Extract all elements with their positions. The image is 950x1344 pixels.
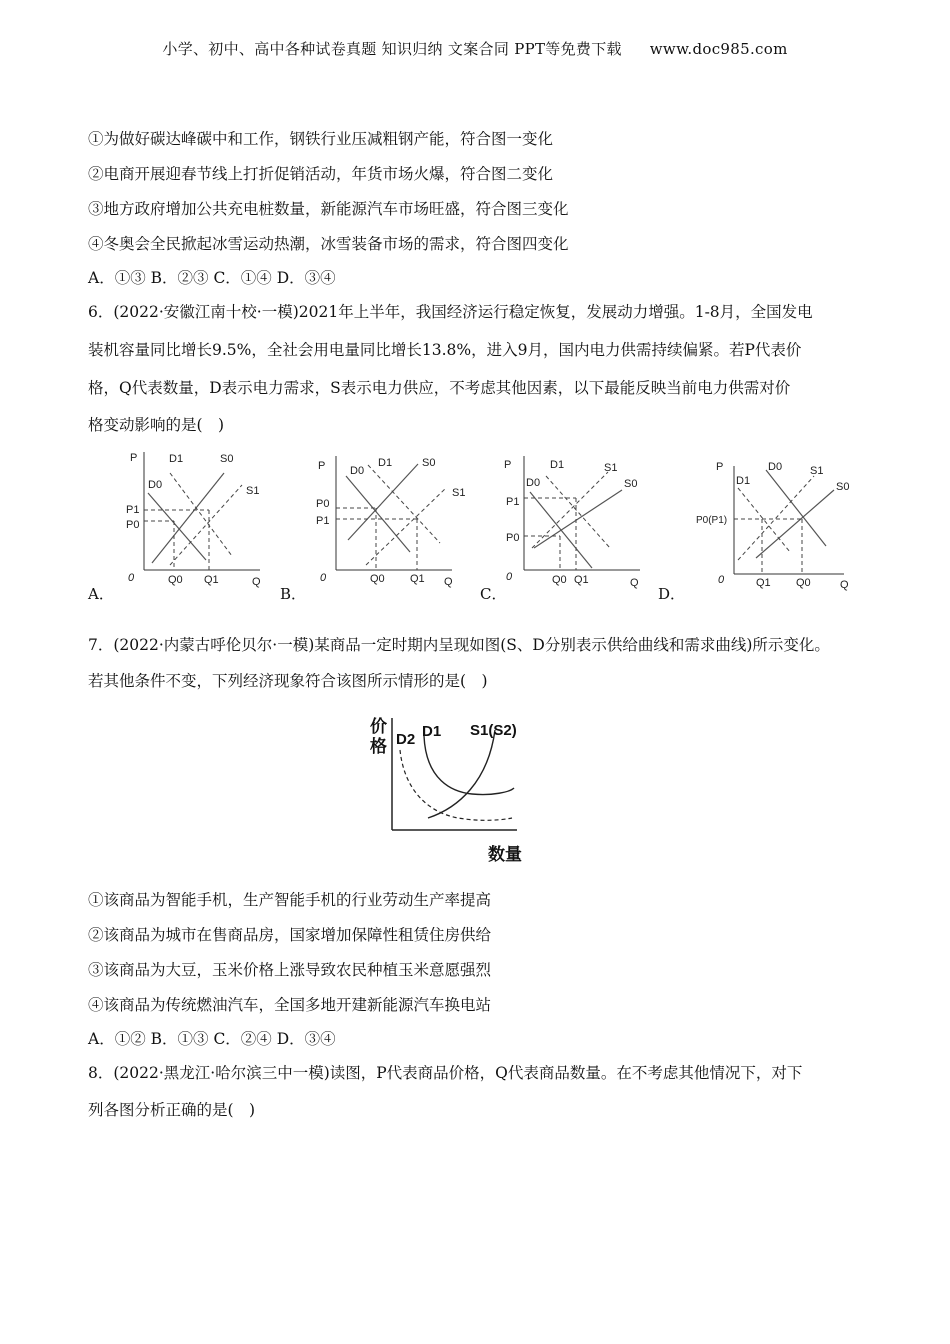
q6-stem-line-4: 格变动影响的是( ): [88, 416, 225, 434]
q-left-label: Q0: [370, 573, 385, 585]
y-axis-label-2: 格: [370, 737, 387, 756]
q6-graph-c: [494, 448, 654, 590]
q6-option-d-label: D．: [658, 585, 686, 603]
axis-q-label: Q: [840, 579, 849, 591]
s1-label: S1: [452, 487, 466, 499]
s0-label: S0: [624, 478, 638, 490]
p-high-label: P0: [316, 498, 330, 510]
q7-item-1: ①该商品为智能手机，生产智能手机的行业劳动生产率提高: [88, 891, 492, 909]
q-left-label: Q0: [552, 574, 567, 586]
demand-curve-d1: [170, 473, 232, 556]
axis-p-label: P: [318, 460, 326, 472]
y-axis-label-1: 价: [370, 717, 387, 736]
s1-label: S1: [246, 485, 260, 497]
demand-curve-d2: [400, 750, 512, 820]
q5-item-1: ①为做好碳达峰碳中和工作，钢铁行业压减粗钢产能，符合图一变化: [88, 130, 554, 148]
q-right-label: Q1: [204, 574, 219, 586]
q5-item-2: ②电商开展迎春节线上打折促销活动，年货市场火爆，符合图二变化: [88, 165, 554, 183]
s1-label: S1: [604, 462, 618, 474]
q7-options: A．①② B．①③ C．②④ D．③④: [88, 1030, 336, 1048]
supply-curve-s1-s2: [428, 730, 495, 818]
axis-q-label: Q: [630, 577, 639, 589]
d1-label: D1: [550, 459, 565, 471]
p-high-label: P1: [506, 496, 520, 508]
axis-p-label: P: [504, 459, 512, 471]
p-low-label: P1: [316, 515, 330, 527]
q7-item-4: ④该商品为传统燃油汽车，全国多地开建新能源汽车换电站: [88, 996, 492, 1014]
q6-option-b-label: B．: [280, 585, 307, 603]
supply-curve-s1: [532, 472, 608, 548]
origin-label: 0: [506, 571, 513, 583]
q5-item-3: ③地方政府增加公共充电桩数量，新能源汽车市场旺盛，符合图三变化: [88, 200, 569, 218]
q6-option-c-label: C．: [480, 585, 507, 603]
s0-label: S0: [422, 457, 436, 469]
q6-graph-d: [694, 448, 859, 593]
supply-curve-s0: [534, 490, 622, 548]
axis-q-label: Q: [252, 576, 261, 588]
p-low-label: P0: [126, 519, 140, 531]
axis-q-label: Q: [444, 576, 453, 588]
q8-stem-line-2: 列各图分析正确的是( ): [88, 1101, 256, 1119]
q-right-label: Q1: [574, 574, 589, 586]
header-banner: 小学、初中、高中各种试卷真题 知识归纳 文案合同 PPT等免费下载: [162, 40, 622, 58]
s0-label: S0: [836, 481, 850, 493]
q7-item-2: ②该商品为城市在售商品房，国家增加保障性租赁住房供给: [88, 926, 492, 944]
x-axis-label: 数量: [488, 845, 522, 864]
demand-curve-d0: [148, 493, 206, 560]
axis-p-label: P: [716, 461, 724, 473]
p-low-label: P0: [506, 532, 520, 544]
q-right-label: Q0: [796, 577, 811, 589]
origin-label: 0: [718, 574, 725, 586]
s-label: S1(S2): [470, 722, 517, 739]
p-high-label: P1: [126, 504, 140, 516]
q6-option-a-label: A．: [88, 585, 114, 603]
q5-item-4: ④冬奥会全民掀起冰雪运动热潮，冰雪装备市场的需求，符合图四变化: [88, 235, 569, 253]
q-left-label: Q0: [168, 574, 183, 586]
demand-curve-d1: [546, 476, 610, 548]
q6-graph-b: [306, 448, 466, 590]
demand-curve-d1: [424, 736, 514, 795]
d0-label: D0: [350, 465, 365, 477]
d0-label: D0: [526, 477, 541, 489]
q5-options: A．①③ B．②③ C．①④ D．③④: [88, 269, 336, 287]
q6-stem-line-3: 格，Q代表数量，D表示电力需求，S表示电力供应，不考虑其他因素，以下最能反映当前电力供需对价: [88, 379, 791, 397]
demand-curve-d1: [738, 488, 790, 552]
demand-curve-d0: [766, 470, 826, 546]
axis-p-label: P: [130, 452, 138, 464]
q7-chart: [362, 710, 562, 870]
d0-label: D0: [148, 479, 163, 491]
d0-label: D0: [768, 461, 783, 473]
q7-stem-line-1: 7．(2022·内蒙古呼伦贝尔·一模)某商品一定时期内呈现如图(S、D分别表示供给曲线和需求曲线)所示变化。: [88, 636, 830, 654]
supply-curve-s1: [170, 485, 242, 565]
q6-stem-line-1: 6．(2022·安徽江南十校·一模)2021年上半年，我国经济运行稳定恢复，发展动力增强。1-8月，全国发电: [88, 303, 813, 321]
page-header: [0, 38, 950, 59]
q6-stem-line-2: 装机容量同比增长9.5%，全社会用电量同比增长13.8%，进入9月，国内电力供需持续偏紧。若P代表价: [88, 341, 802, 359]
supply-curve-s0: [756, 490, 834, 558]
s0-label: S0: [220, 453, 234, 465]
q7-item-3: ③该商品为大豆，玉米价格上涨导致农民种植玉米意愿强烈: [88, 961, 492, 979]
q-left-label: Q1: [756, 577, 771, 589]
origin-label: 0: [128, 572, 135, 584]
supply-curve-s0: [152, 473, 224, 563]
q8-stem-line-1: 8．(2022·黑龙江·哈尔滨三中一模)读图，P代表商品价格，Q代表商品数量。在不考虑其他情况下，对下: [88, 1064, 803, 1082]
d1-label: D1: [378, 457, 393, 469]
origin-label: 0: [320, 572, 327, 584]
d1-label: D1: [422, 723, 442, 740]
demand-curve-d0: [346, 476, 410, 552]
d1-label: D1: [736, 475, 751, 487]
d1-label: D1: [169, 453, 184, 465]
p-mid-label: P0(P1): [696, 515, 728, 526]
d2-label: D2: [396, 731, 416, 748]
supply-curve-s1: [366, 488, 446, 565]
q7-stem-line-2: 若其他条件不变，下列经济现象符合该图所示情形的是( ): [88, 672, 488, 690]
header-url[interactable]: www.doc985.com: [649, 40, 788, 58]
s1-label: S1: [810, 465, 824, 477]
q6-graph-a: [112, 448, 272, 590]
q-right-label: Q1: [410, 573, 425, 585]
